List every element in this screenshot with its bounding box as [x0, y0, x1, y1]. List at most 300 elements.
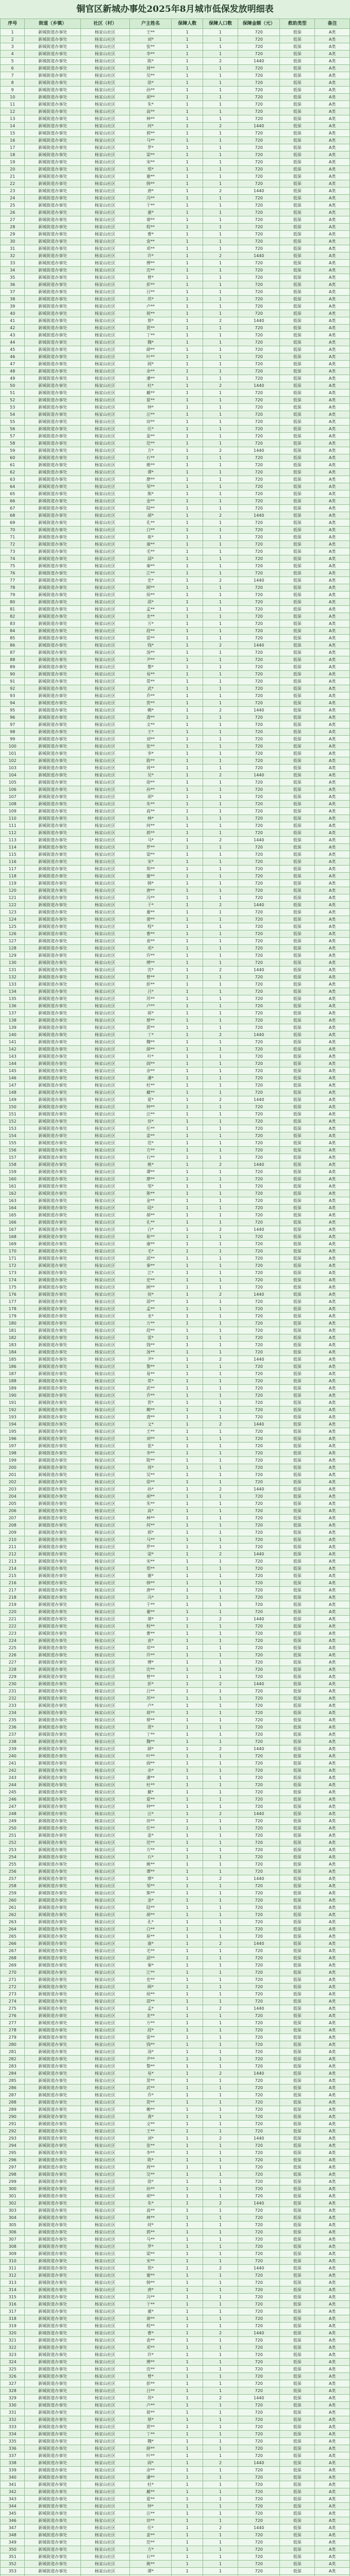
table-cell: 1 — [203, 909, 238, 916]
table-cell: 低保 — [280, 822, 315, 829]
table-cell: 低保 — [280, 692, 315, 700]
table-cell: 低保 — [280, 959, 315, 967]
table-cell: 337 — [1, 2452, 25, 2460]
table-cell: A类 — [315, 1205, 350, 1212]
table-cell: A类 — [315, 1277, 350, 1284]
table-cell: A类 — [315, 1349, 350, 1356]
table-cell: 1 — [172, 325, 203, 332]
table-cell: 1 — [172, 454, 203, 462]
table-cell: 新城街道办事处 — [25, 707, 80, 714]
table-cell: 1 — [172, 1911, 203, 1919]
table-cell: 李** — [129, 2149, 171, 2157]
table-cell: 720 — [238, 2380, 280, 2387]
table-cell: 353 — [1, 2568, 25, 2575]
table-cell: 720 — [238, 339, 280, 346]
table-cell: 低保 — [280, 1104, 315, 1111]
table-cell: 卢** — [129, 303, 171, 310]
table-cell: 1 — [203, 750, 238, 757]
table-cell: 杨家山社区 — [80, 1688, 129, 1695]
table-row — [1, 1443, 350, 1450]
table-cell: 2 — [203, 1551, 238, 1558]
table-cell: 杨家山社区 — [80, 1313, 129, 1320]
table-cell: 贺* — [129, 1399, 171, 1406]
table-cell: 叶** — [129, 1753, 171, 1760]
table-cell: 720 — [238, 1572, 280, 1580]
table-cell: 周** — [129, 65, 171, 72]
table-row — [1, 728, 350, 736]
table-cell: 16 — [1, 137, 25, 144]
table-cell: 316 — [1, 2301, 25, 2308]
table-cell: 新城街道办事处 — [25, 447, 80, 454]
table-cell: 杨家山社区 — [80, 1969, 129, 1976]
table-cell: 苏** — [129, 995, 171, 1003]
table-cell: A类 — [315, 2099, 350, 2106]
table-cell: 杨家山社区 — [80, 1205, 129, 1212]
table-cell: 1 — [172, 1709, 203, 1717]
table-row — [1, 613, 350, 620]
table-row — [1, 1205, 350, 1212]
table-cell: 杨家山社区 — [80, 1897, 129, 1904]
table-cell: 1 — [172, 2337, 203, 2344]
table-row — [1, 1861, 350, 1868]
table-cell: 1 — [172, 1089, 203, 1096]
table-cell: 1 — [203, 1789, 238, 1796]
table-cell: 1 — [172, 2229, 203, 2236]
table-cell: 低保 — [280, 310, 315, 317]
table-cell: 郭** — [129, 829, 171, 837]
table-cell: 新城街道办事处 — [25, 2258, 80, 2265]
table-cell: 新城街道办事处 — [25, 1940, 80, 1947]
table-row — [1, 1782, 350, 1789]
table-cell: 新城街道办事处 — [25, 260, 80, 267]
table-cell: 杨家山社区 — [80, 36, 129, 43]
table-cell: 新城街道办事处 — [25, 2546, 80, 2553]
table-cell: A类 — [315, 36, 350, 43]
table-cell: 孟* — [129, 2005, 171, 2012]
table-cell: 徐** — [129, 1479, 171, 1486]
table-cell: 低保 — [280, 1868, 315, 1875]
table-cell: 崔** — [129, 1233, 171, 1241]
table-cell: 新城街道办事处 — [25, 1825, 80, 1832]
table-cell: 720 — [238, 151, 280, 159]
table-cell: 1 — [203, 2561, 238, 2568]
table-cell: 杨家山社区 — [80, 1010, 129, 1017]
table-cell: A类 — [315, 2020, 350, 2027]
table-cell: 高** — [129, 2207, 171, 2214]
table-cell: 新城街道办事处 — [25, 361, 80, 368]
table-cell: 1 — [172, 1053, 203, 1060]
table-cell: 低保 — [280, 2092, 315, 2099]
table-row — [1, 2027, 350, 2034]
table-cell: 新城街道办事处 — [25, 887, 80, 894]
table-cell: A类 — [315, 2092, 350, 2099]
table-cell: 杨家山社区 — [80, 1984, 129, 1991]
table-row — [1, 2438, 350, 2445]
table-cell: 邵** — [129, 1298, 171, 1306]
table-cell: 1 — [203, 1471, 238, 1479]
table-cell: 廖** — [129, 1176, 171, 1183]
table-cell: 杨家山社区 — [80, 1262, 129, 1269]
table-cell: 224 — [1, 1637, 25, 1645]
table-cell: 1 — [172, 902, 203, 909]
table-cell: 邓** — [129, 2344, 171, 2351]
table-cell: 新城街道办事处 — [25, 1471, 80, 1479]
table-cell: 1 — [172, 1450, 203, 1457]
table-cell: A类 — [315, 548, 350, 555]
table-cell: 新城街道办事处 — [25, 2308, 80, 2315]
table-cell: 低保 — [280, 1861, 315, 1868]
table-cell: 203 — [1, 1486, 25, 1493]
table-cell: 1 — [203, 1868, 238, 1875]
table-cell: 300 — [1, 2185, 25, 2193]
table-cell: 2 — [203, 1875, 238, 1883]
table-cell: 39 — [1, 303, 25, 310]
table-cell: 低保 — [280, 2402, 315, 2409]
table-cell: 1 — [203, 1933, 238, 1940]
table-cell: 1 — [203, 599, 238, 606]
table-cell: 309 — [1, 2250, 25, 2258]
table-cell: 低保 — [280, 2424, 315, 2431]
table-cell: 720 — [238, 1774, 280, 1782]
table-cell: 1 — [203, 231, 238, 238]
table-cell: 新城街道办事处 — [25, 1551, 80, 1558]
table-row — [1, 1320, 350, 1327]
table-cell: 1 — [172, 1176, 203, 1183]
table-row — [1, 1659, 350, 1666]
table-cell: A类 — [315, 844, 350, 851]
table-cell: 1 — [203, 1818, 238, 1825]
table-cell: 杨家山社区 — [80, 65, 129, 72]
table-cell: 新城街道办事处 — [25, 649, 80, 656]
table-cell: 杨家山社区 — [80, 303, 129, 310]
table-cell: 720 — [238, 325, 280, 332]
table-cell: 低保 — [280, 707, 315, 714]
table-cell: 新城街道办事处 — [25, 382, 80, 389]
table-cell: 杨家山社区 — [80, 1414, 129, 1421]
table-row — [1, 1233, 350, 1241]
table-cell: A类 — [315, 1911, 350, 1919]
table-cell: A类 — [315, 1962, 350, 1969]
table-cell: 低保 — [280, 58, 315, 65]
table-cell: 333 — [1, 2424, 25, 2431]
table-row — [1, 1291, 350, 1298]
table-row — [1, 909, 350, 916]
table-cell: 1 — [203, 1803, 238, 1810]
table-cell: 低保 — [280, 209, 315, 216]
table-cell: 低保 — [280, 736, 315, 743]
table-cell: 1 — [172, 1969, 203, 1976]
table-cell: A类 — [315, 1046, 350, 1053]
table-cell: 1 — [172, 1897, 203, 1904]
table-cell: A类 — [315, 1883, 350, 1890]
table-cell: 35 — [1, 274, 25, 281]
table-cell: A类 — [315, 426, 350, 433]
table-cell: 1 — [203, 418, 238, 426]
table-cell: 低保 — [280, 2481, 315, 2488]
table-cell: 新城街道办事处 — [25, 2128, 80, 2135]
table-cell: 姚** — [129, 462, 171, 469]
table-cell: 720 — [238, 1536, 280, 1544]
table-cell: 杨家山社区 — [80, 2387, 129, 2395]
table-cell: 217 — [1, 1587, 25, 1594]
table-cell: A类 — [315, 1356, 350, 1363]
table-cell: 720 — [238, 851, 280, 858]
table-cell: 杨家山社区 — [80, 1991, 129, 1998]
table-cell: 杨家山社区 — [80, 1522, 129, 1529]
table-cell: 任** — [129, 1825, 171, 1832]
table-row — [1, 36, 350, 43]
table-cell: 武** — [129, 1385, 171, 1392]
table-cell: 新城街道办事处 — [25, 1168, 80, 1176]
table-row — [1, 202, 350, 209]
table-cell: 杨家山社区 — [80, 923, 129, 930]
table-cell: 178 — [1, 1306, 25, 1313]
table-cell: 720 — [238, 1479, 280, 1486]
table-cell: 191 — [1, 1399, 25, 1406]
table-cell: 新城街道办事处 — [25, 397, 80, 404]
table-cell: A类 — [315, 2084, 350, 2092]
table-cell: 低保 — [280, 317, 315, 325]
table-cell: 李* — [129, 750, 171, 757]
table-cell: 720 — [238, 2438, 280, 2445]
table-cell: 1 — [203, 2424, 238, 2431]
table-cell: 低保 — [280, 1904, 315, 1911]
table-cell: A类 — [315, 1919, 350, 1926]
table-cell: 1 — [172, 1984, 203, 1991]
table-cell: 杨家山社区 — [80, 260, 129, 267]
table-cell: 低保 — [280, 1096, 315, 1104]
table-cell: 720 — [238, 1255, 280, 1262]
table-cell: 1 — [172, 2308, 203, 2315]
table-cell: 魏** — [129, 1738, 171, 1745]
table-cell: 低保 — [280, 1724, 315, 1731]
table-cell: A类 — [315, 2380, 350, 2387]
table-cell: 王** — [129, 1428, 171, 1435]
table-cell: 1 — [172, 649, 203, 656]
table-cell: 1 — [172, 1854, 203, 1861]
table-cell: 1 — [172, 750, 203, 757]
table-cell: 新城街道办事处 — [25, 2135, 80, 2142]
table-cell: 杨家山社区 — [80, 1327, 129, 1334]
table-cell: A类 — [315, 180, 350, 188]
table-cell: A类 — [315, 1111, 350, 1118]
table-cell: 1 — [203, 2193, 238, 2200]
table-cell: A类 — [315, 1479, 350, 1486]
table-cell: 1 — [203, 1544, 238, 1551]
table-cell: A类 — [315, 2070, 350, 2077]
table-cell: 任* — [129, 426, 171, 433]
table-row — [1, 404, 350, 411]
table-cell: 史** — [129, 1976, 171, 1984]
table-cell: 侯** — [129, 591, 171, 599]
table-cell: A类 — [315, 2128, 350, 2135]
table-cell: 1 — [172, 2409, 203, 2416]
table-cell: 杨家山社区 — [80, 123, 129, 130]
table-cell: 1 — [172, 2048, 203, 2056]
table-cell: A类 — [315, 2524, 350, 2532]
table-cell: 1 — [203, 1926, 238, 1933]
table-cell: 720 — [238, 916, 280, 923]
table-cell: 84 — [1, 628, 25, 635]
table-cell: A类 — [315, 1378, 350, 1385]
table-cell: 杨家山社区 — [80, 2229, 129, 2236]
table-cell: 221 — [1, 1616, 25, 1623]
table-cell: 330 — [1, 2402, 25, 2409]
table-cell: 1 — [172, 2503, 203, 2510]
table-cell: 1 — [172, 527, 203, 534]
table-cell: 1 — [172, 1782, 203, 1789]
table-cell: 125 — [1, 923, 25, 930]
table-cell: 126 — [1, 930, 25, 938]
table-row — [1, 2200, 350, 2207]
table-cell: 杨家山社区 — [80, 325, 129, 332]
table-cell: 1 — [172, 108, 203, 115]
table-cell: 低保 — [280, 844, 315, 851]
table-cell: 杨家山社区 — [80, 1717, 129, 1724]
table-cell: 顾** — [129, 1284, 171, 1291]
table-cell: 1 — [203, 1594, 238, 1601]
table-cell: 1 — [172, 1702, 203, 1709]
table-cell: 720 — [238, 303, 280, 310]
table-row — [1, 2207, 350, 2214]
table-row — [1, 1608, 350, 1616]
table-cell: 杨家山社区 — [80, 671, 129, 678]
table-cell: 230 — [1, 1681, 25, 1688]
table-cell: 新城街道办事处 — [25, 1507, 80, 1515]
table-cell: A类 — [315, 721, 350, 728]
table-row — [1, 2041, 350, 2048]
table-cell: 低保 — [280, 1017, 315, 1024]
table-cell: 低保 — [280, 866, 315, 873]
table-cell: 720 — [238, 1832, 280, 1839]
table-cell: 1 — [203, 1219, 238, 1226]
table-cell: 低保 — [280, 1767, 315, 1774]
table-row — [1, 123, 350, 130]
table-cell: 低保 — [280, 1897, 315, 1904]
table-row — [1, 1681, 350, 1688]
table-cell: 186 — [1, 1363, 25, 1370]
table-cell: 新城街道办事处 — [25, 1378, 80, 1385]
table-cell: 吕** — [129, 289, 171, 296]
table-cell: 1 — [172, 584, 203, 591]
column-header: 救助类型 — [280, 19, 315, 29]
table-cell: 1 — [172, 2395, 203, 2402]
table-cell: 1 — [203, 505, 238, 512]
table-cell: 1 — [172, 1039, 203, 1046]
table-cell: 新城街道办事处 — [25, 2265, 80, 2272]
table-row — [1, 195, 350, 202]
table-cell: 低保 — [280, 2366, 315, 2373]
table-cell: 1 — [172, 1688, 203, 1695]
table-cell: 1 — [203, 462, 238, 469]
table-row — [1, 260, 350, 267]
table-cell: 32 — [1, 252, 25, 260]
table-cell: A类 — [315, 822, 350, 829]
table-cell: 许** — [129, 952, 171, 959]
table-cell: 1 — [203, 274, 238, 281]
table-cell: 于** — [129, 2301, 171, 2308]
table-cell: 低保 — [280, 361, 315, 368]
table-cell: 张** — [129, 2142, 171, 2149]
table-cell: 低保 — [280, 967, 315, 974]
table-cell: 169 — [1, 1241, 25, 1248]
table-cell: A类 — [315, 2424, 350, 2431]
table-row — [1, 1399, 350, 1406]
table-cell: 沈** — [129, 267, 171, 274]
table-cell: 低保 — [280, 1024, 315, 1031]
table-cell: 杨家山社区 — [80, 2200, 129, 2207]
table-row — [1, 844, 350, 851]
table-cell: 新城街道办事处 — [25, 1911, 80, 1919]
table-cell: 1 — [203, 144, 238, 151]
table-cell: A类 — [315, 534, 350, 541]
table-cell: 1 — [203, 245, 238, 252]
table-cell: 新城街道办事处 — [25, 2229, 80, 2236]
table-row — [1, 2467, 350, 2474]
table-cell: 1 — [172, 2128, 203, 2135]
table-cell: A类 — [315, 1140, 350, 1147]
table-cell: 杨家山社区 — [80, 1096, 129, 1104]
table-cell: 720 — [238, 1183, 280, 1190]
table-cell: 1 — [172, 779, 203, 786]
table-cell: 720 — [238, 1248, 280, 1255]
table-cell: A类 — [315, 1897, 350, 1904]
table-cell: 杨家山社区 — [80, 2128, 129, 2135]
table-row — [1, 2532, 350, 2539]
table-cell: 1 — [172, 1154, 203, 1161]
table-cell: 低保 — [280, 1039, 315, 1046]
table-cell: 新城街道办事处 — [25, 2286, 80, 2294]
table-row — [1, 353, 350, 361]
table-cell: 1 — [203, 296, 238, 303]
table-cell: 低保 — [280, 1926, 315, 1933]
table-cell: 杨家山社区 — [80, 2409, 129, 2416]
table-cell: 低保 — [280, 1738, 315, 1745]
table-cell: 1 — [172, 1796, 203, 1803]
table-cell: 常* — [129, 1378, 171, 1385]
table-row — [1, 426, 350, 433]
table-cell: A类 — [315, 873, 350, 880]
table-cell: 138 — [1, 1017, 25, 1024]
table-cell: 新城街道办事处 — [25, 1428, 80, 1435]
table-cell: 段** — [129, 1327, 171, 1334]
table-cell: A类 — [315, 476, 350, 483]
table-cell: 720 — [238, 2157, 280, 2164]
table-cell: 低保 — [280, 1140, 315, 1147]
table-cell: 低保 — [280, 1962, 315, 1969]
table-cell: A类 — [315, 1269, 350, 1277]
table-cell: 1 — [172, 260, 203, 267]
table-cell: 新城街道办事处 — [25, 498, 80, 505]
table-row — [1, 1688, 350, 1695]
table-cell: 低保 — [280, 938, 315, 945]
table-row — [1, 1955, 350, 1962]
table-cell: 1 — [203, 1370, 238, 1378]
table-cell: 新城街道办事处 — [25, 570, 80, 577]
table-cell: 许* — [129, 252, 171, 260]
table-cell: A类 — [315, 346, 350, 353]
table-cell: 1 — [172, 2467, 203, 2474]
table-cell: 白* — [129, 1226, 171, 1233]
table-cell: 720 — [238, 310, 280, 317]
table-cell: 720 — [238, 1724, 280, 1731]
table-row — [1, 2214, 350, 2222]
table-cell: 杨家山社区 — [80, 1219, 129, 1226]
table-cell: 62 — [1, 469, 25, 476]
table-cell: 720 — [238, 505, 280, 512]
table-cell: 低保 — [280, 1262, 315, 1269]
table-cell: 低保 — [280, 2272, 315, 2279]
